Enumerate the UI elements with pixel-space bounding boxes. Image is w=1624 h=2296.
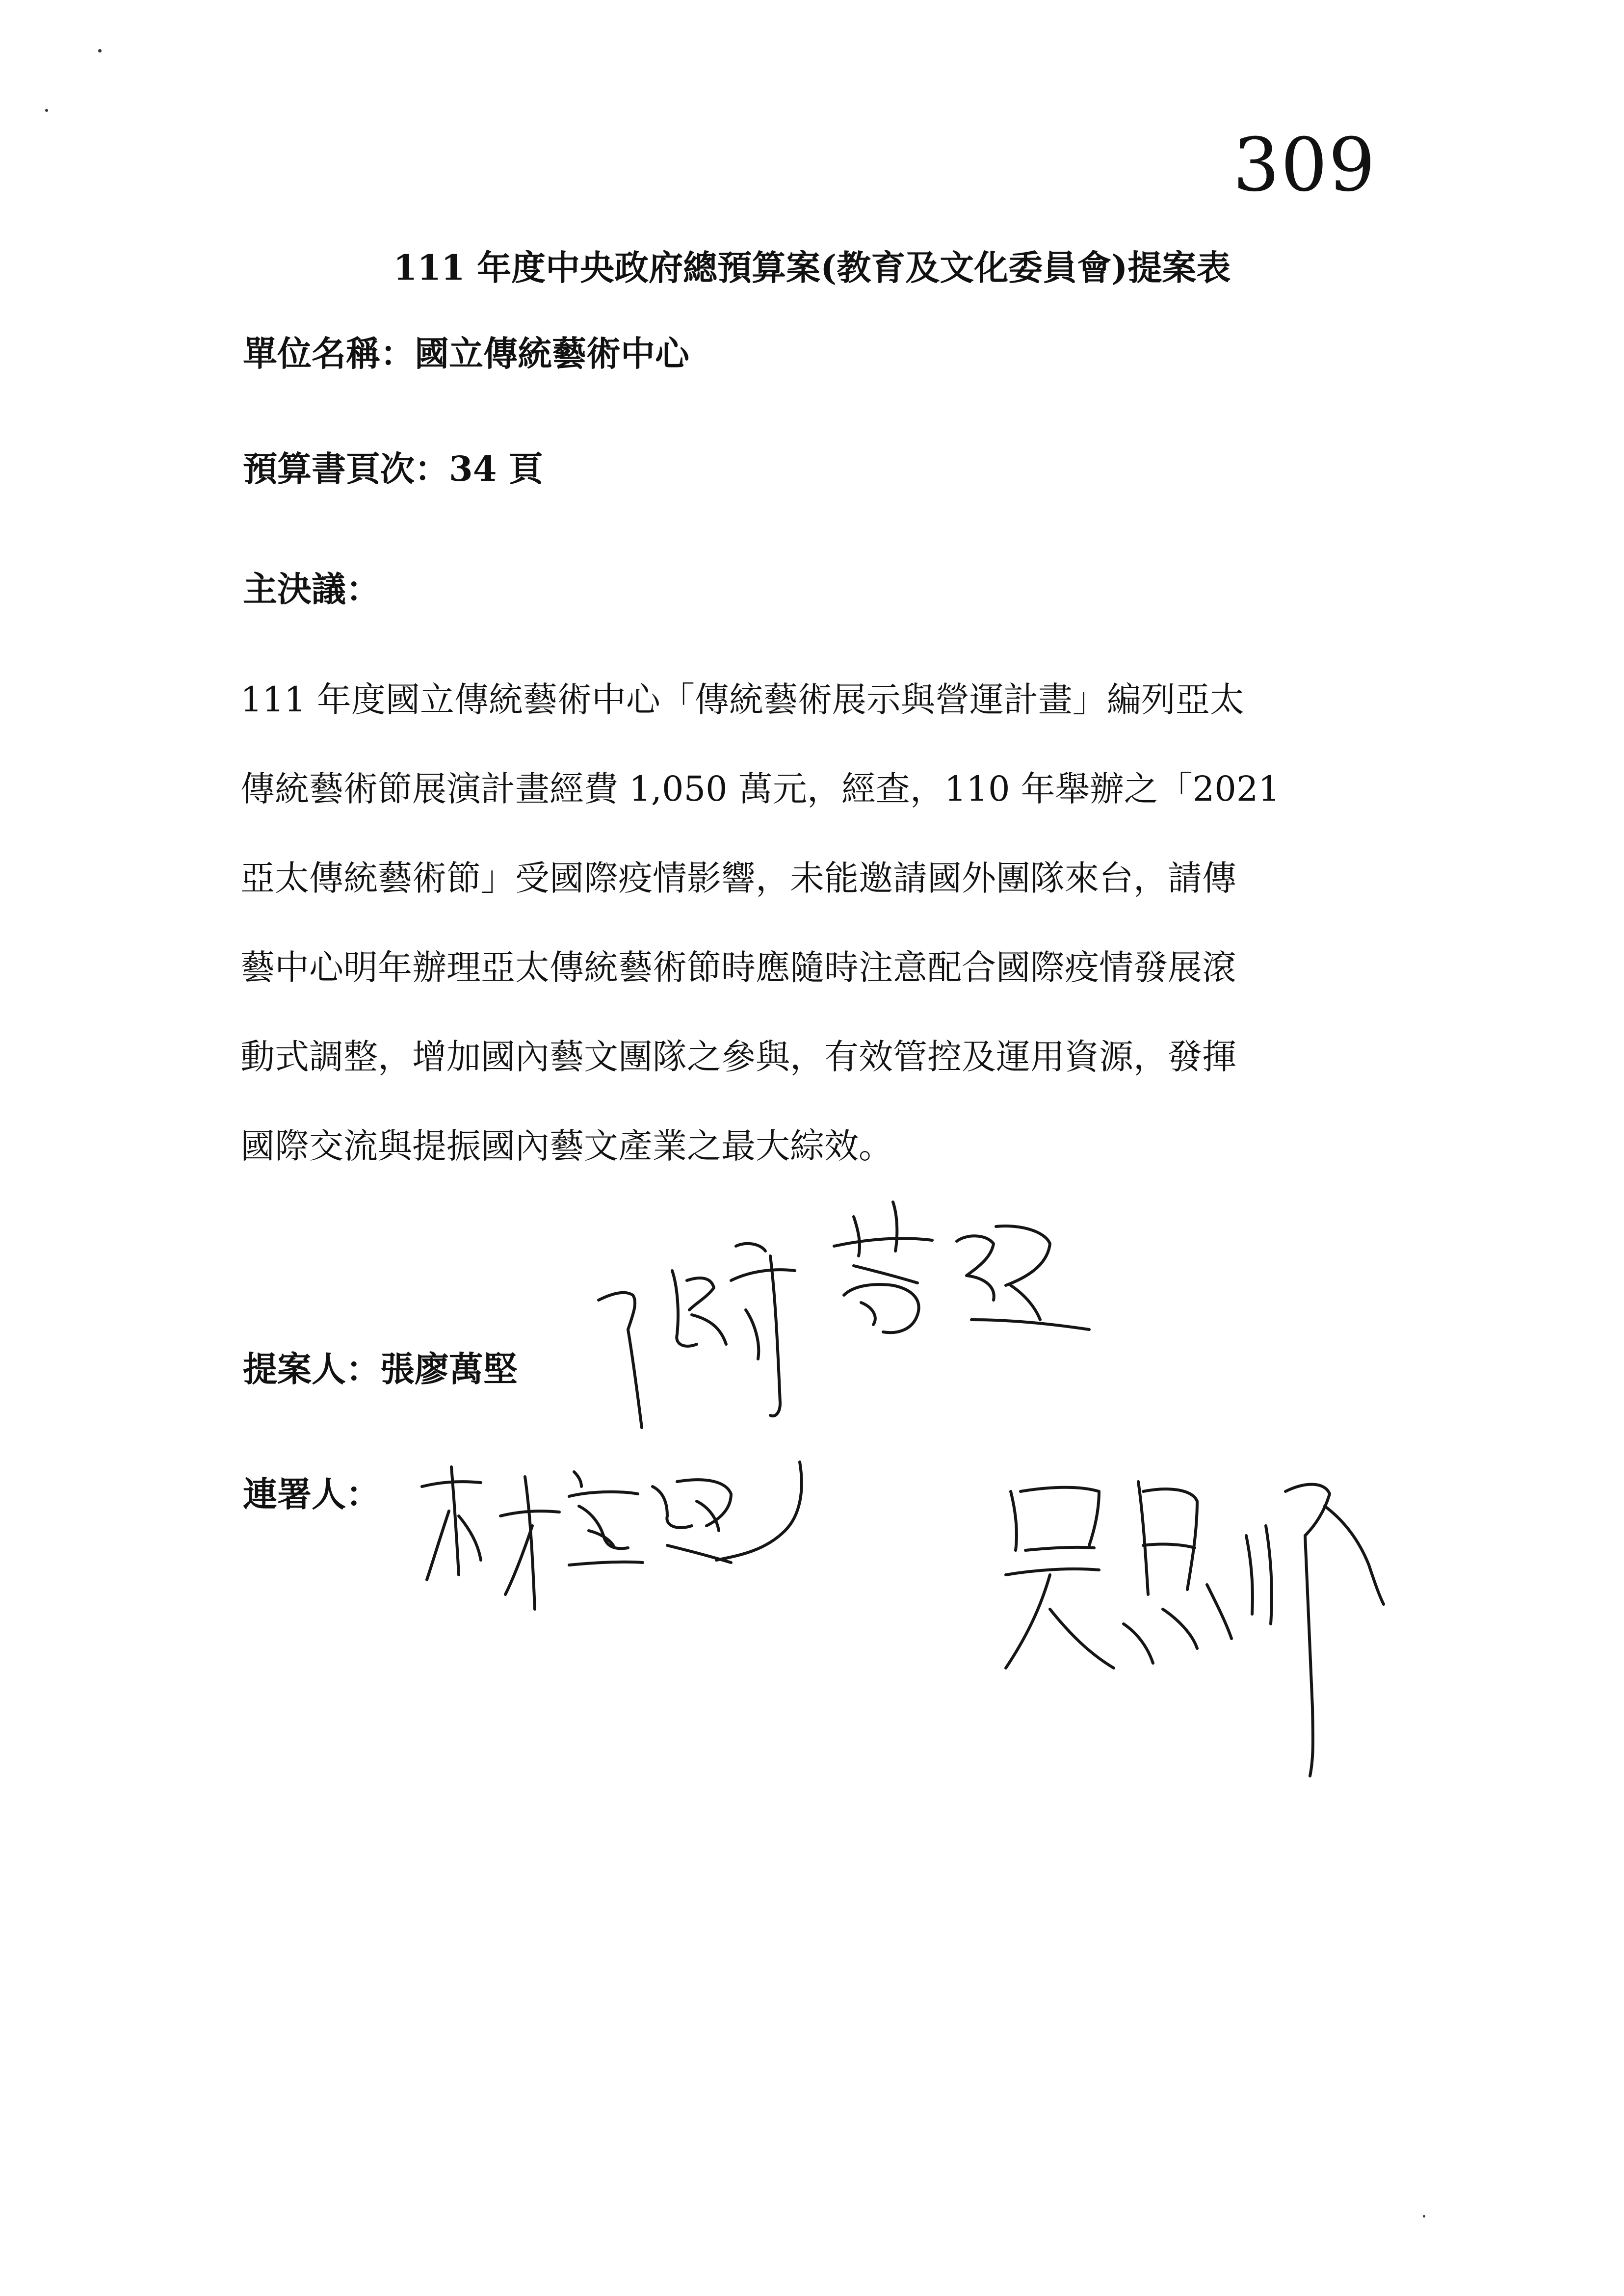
proposer-name: 張廖萬堅 — [380, 1349, 518, 1389]
budget-page-label: 預算書頁次： — [243, 448, 449, 489]
resolution-line: 亞太傳統藝術節」受國際疫情影響，未能邀請國外團隊來台，請傳 — [240, 858, 1236, 898]
signature-lin — [412, 1452, 903, 1658]
signature-zhang-liao — [579, 1197, 1168, 1472]
resolution-line: 動式調整，增加國內藝文團隊之參與，有效管控及運用資源，發揮 — [240, 1037, 1236, 1077]
scan-speck — [45, 109, 48, 112]
page-number: 309 — [1232, 123, 1376, 208]
resolution-line: 藝中心明年辦理亞太傳統藝術節時應隨時注意配合國際疫情發展滾 — [240, 947, 1236, 988]
resolution-body — [240, 655, 1362, 1191]
resolution-line: 國際交流與提振國內藝文產業之最大綜效。 — [240, 1126, 893, 1166]
unit-name-label: 單位名稱： — [243, 333, 415, 374]
cosigner-label: 連署人： — [243, 1474, 380, 1514]
scan-speck — [1423, 2215, 1425, 2218]
resolution-line: 傳統藝術節展演計畫經費 1,050 萬元，經查，110 年舉辦之「2021 — [240, 769, 1280, 809]
resolution-label: 主決議： — [243, 569, 380, 609]
proposer-row — [243, 1342, 518, 1391]
budget-page-value: 34 頁 — [449, 448, 543, 489]
signature-wu — [952, 1462, 1423, 1796]
document-title: 111 年度中央政府總預算案(教育及文化委員會)提案表 — [393, 247, 1231, 288]
budget-page-row — [243, 442, 543, 491]
proposer-label: 提案人： — [243, 1349, 380, 1389]
resolution-line: 111 年度國立傳統藝術中心「傳統藝術展示與營運計畫」編列亞太 — [240, 679, 1244, 720]
unit-name-row — [243, 326, 689, 376]
scan-speck — [98, 49, 102, 52]
unit-name-value: 國立傳統藝術中心 — [415, 333, 689, 374]
